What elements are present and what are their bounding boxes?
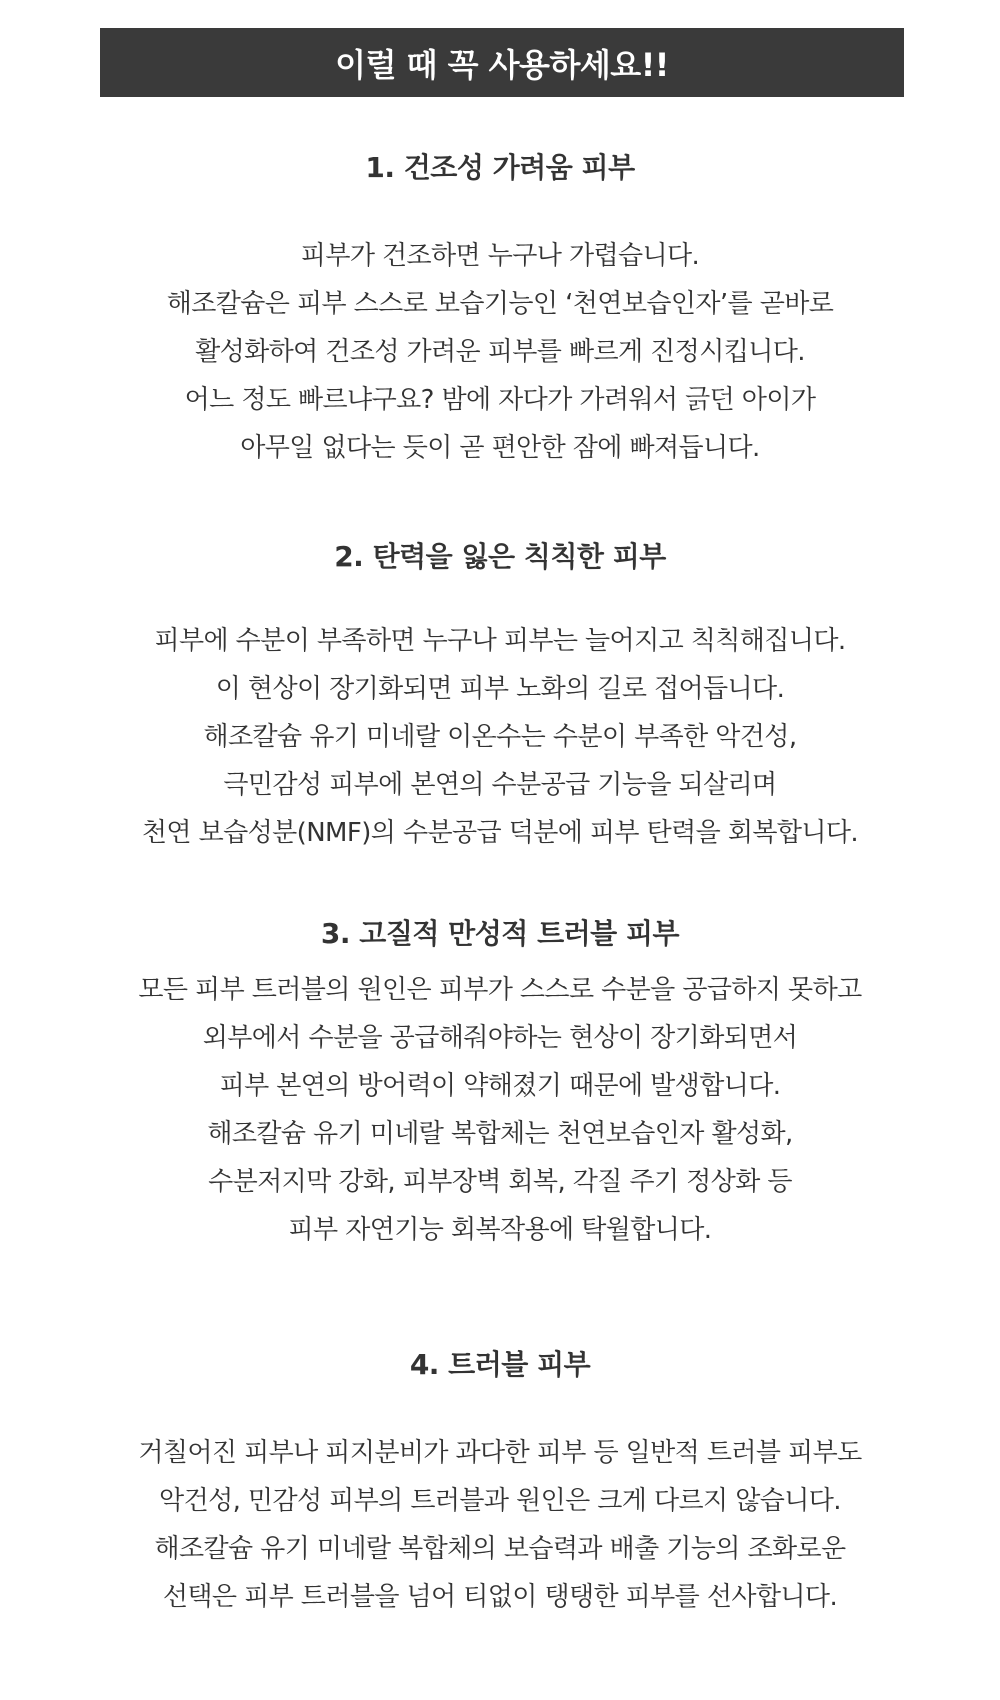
section-dry-itchy-skin [0, 148, 1000, 472]
section-chronic-trouble-skin [0, 914, 1000, 1254]
body-line: 어느 정도 빠르냐구요? 밤에 자다가 가려워서 긁던 아이가 [184, 385, 816, 415]
section-heading: 2. 탄력을 잃은 칙칙한 피부 [334, 540, 666, 573]
section-heading: 3. 고질적 만성적 트러블 피부 [320, 917, 680, 950]
section-body [0, 232, 1000, 472]
body-line: 거칠어진 피부나 피지분비가 과다한 피부 등 일반적 트러블 피부도 [138, 1438, 862, 1468]
section-trouble-skin [0, 1345, 1000, 1621]
section-heading: 4. 트러블 피부 [409, 1348, 591, 1381]
body-line: 피부 자연기능 회복작용에 탁월합니다. [288, 1215, 712, 1245]
body-line: 수분저지막 강화, 피부장벽 회복, 각질 주기 정상화 등 [208, 1167, 792, 1197]
body-line: 아무일 없다는 듯이 곧 편안한 잠에 빠져듭니다. [240, 433, 760, 463]
banner-title: 이럴 때 꼭 사용하세요!! [335, 45, 669, 84]
body-line: 외부에서 수분을 공급해줘야하는 현상이 장기화되면서 [202, 1023, 798, 1053]
body-line: 선택은 피부 트러블을 넘어 티없이 탱탱한 피부를 선사합니다. [162, 1582, 838, 1612]
body-line: 해조칼슘 유기 미네랄 복합체는 천연보습인자 활성화, [207, 1119, 793, 1149]
body-line: 극민감성 피부에 본연의 수분공급 기능을 되살리며 [223, 770, 777, 800]
section-body [0, 617, 1000, 857]
body-line: 해조칼슘 유기 미네랄 복합체의 보습력과 배출 기능의 조화로운 [154, 1534, 846, 1564]
section-body [0, 966, 1000, 1254]
body-line: 천연 보습성분(NMF)의 수분공급 덕분에 피부 탄력을 회복합니다. [141, 818, 859, 848]
title-banner [100, 28, 904, 97]
body-line: 모든 피부 트러블의 원인은 피부가 스스로 수분을 공급하지 못하고 [138, 975, 862, 1005]
body-line: 이 현상이 장기화되면 피부 노화의 길로 접어듭니다. [215, 674, 785, 704]
body-line: 악건성, 민감성 피부의 트러블과 원인은 크게 다르지 않습니다. [159, 1486, 841, 1516]
body-line: 피부 본연의 방어력이 약해졌기 때문에 발생합니다. [219, 1071, 781, 1101]
body-line: 활성화하여 건조성 가려운 피부를 빠르게 진정시킵니다. [195, 337, 805, 367]
body-line: 해조칼슘 유기 미네랄 이온수는 수분이 부족한 악건성, [203, 722, 797, 752]
body-line: 피부에 수분이 부족하면 누구나 피부는 늘어지고 칙칙해집니다. [154, 626, 846, 656]
body-line: 해조칼슘은 피부 스스로 보습기능인 ‘천연보습인자’를 곧바로 [166, 289, 834, 319]
body-line: 피부가 건조하면 누구나 가렵습니다. [300, 241, 700, 271]
section-body [0, 1429, 1000, 1621]
section-dull-skin [0, 537, 1000, 857]
section-heading: 1. 건조성 가려움 피부 [365, 151, 635, 184]
